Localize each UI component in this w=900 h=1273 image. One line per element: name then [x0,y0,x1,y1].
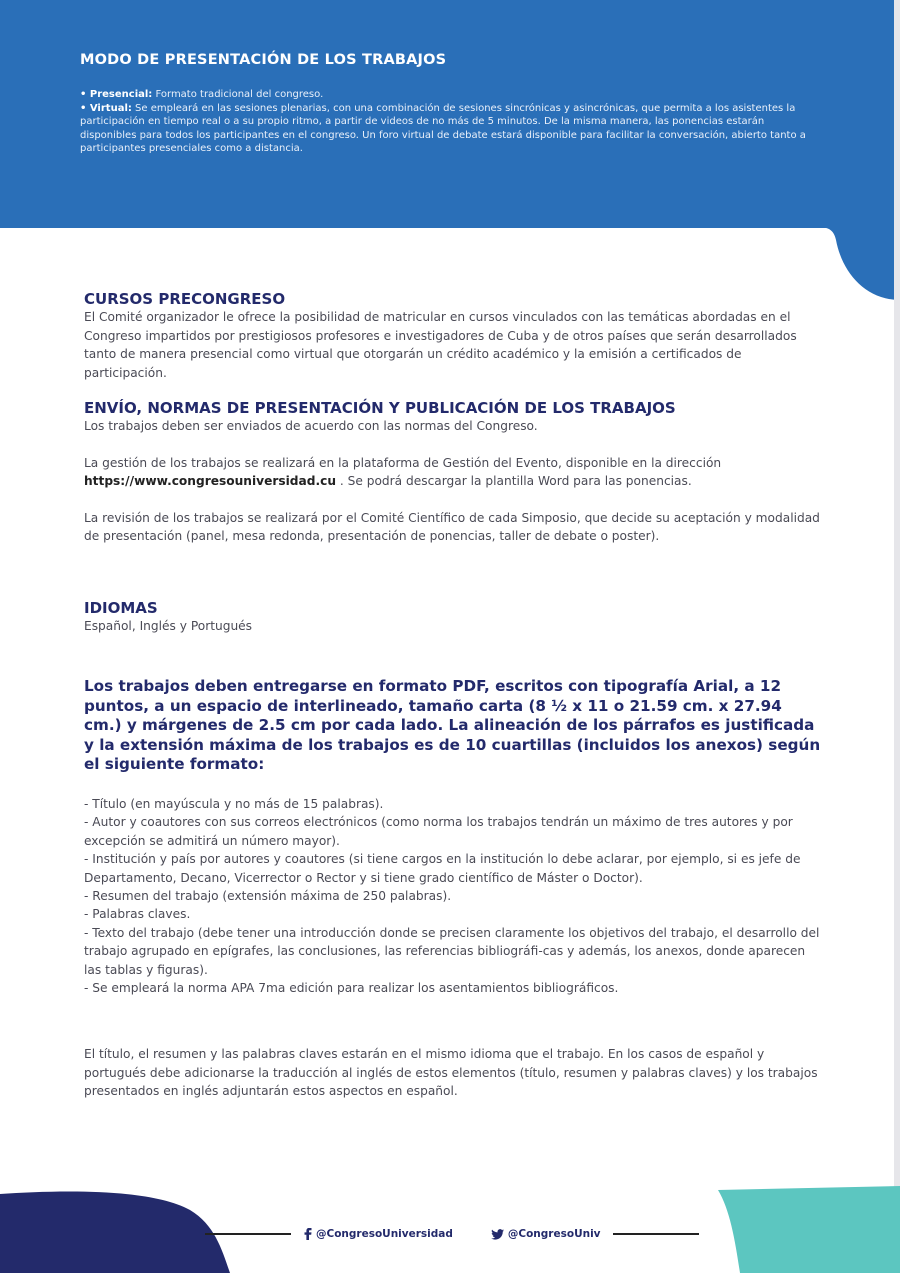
list-item: - Resumen del trabajo (extensión máxima de 250 palabras). [84,889,452,904]
header-title: MODO DE PRESENTACIÓN DE LOS TRABAJOS [80,52,447,68]
twitter-handle: @CongresoUniv [507,1228,601,1240]
footer-decoration [0,1180,900,1273]
list-item: - Palabras claves. [84,907,191,922]
list-item: - Se empleará la norma APA 7ma edición para realizar los asentamientos bibliográficos. [84,981,619,996]
section-idiomas [84,599,824,636]
envio-p2 [84,454,824,491]
virtual-text: Se empleará en las sesiones plenarias, con una combinación de sesiones sincrónicas y asincrónicas, que permita a los asistentes la participación en tiempo real o a su propio ritmo, a partir de videos de no más de 5 minutos. De la misma manera, las ponencias estarán disponibles para todos los participantes en el congreso. Un foro virtual de debate estará disponible para facilitar la conversación, abierto tanto a participantes presenciales como a distancia. [80,102,806,154]
page-edge [894,0,900,1273]
formato-intro: Los trabajos deben entregarse en formato PDF, escritos con tipografía Arial, a 12 puntos, a un espacio de interlineado, tamaño carta (8 ½ x 11 o 21.59 cm. x 27.94 cm.) y márgenes de 2.5 cm por cada lado. La alineación de los párrafos es justificada y la extensión máxima de los trabajos es de 10 cuartillas (incluidos los anexos) según el siguiente formato: [84,677,821,773]
section-cursos [84,290,824,382]
envio-p2-before: La gestión de los trabajos se realizará en la plataforma de Gestión del Evento, disponible en la dirección [84,455,722,470]
cursos-title: CURSOS PRECONGRESO [84,290,286,308]
presencial-line [80,88,820,102]
idiomas-title: IDIOMAS [84,599,158,617]
footer-divider-left [205,1233,291,1235]
formato-closing-block [84,1045,824,1101]
list-item: - Título (en mayúscula y no más de 15 palabras). [84,797,384,811]
list-item: - Texto del trabajo (debe tener una introducción donde se precisen claramente los objetivos del trabajo, el desarrollo del trabajo agrupado en epígrafes, las conclusiones, las referencias bibliográfi-cas y además, los anexos, donde aparecen las tablas y figuras). [84,925,820,977]
envio-p2-after: . Se podrá descargar la plantilla Word para las ponencias. [336,474,692,489]
formato-list [84,795,824,997]
envio-p3: La revisión de los trabajos se realizará por el Comité Científico de cada Simposio, que decide su aceptación y modalidad de presentación (panel, mesa redonda, presentación de ponencias, taller de debate o poster). [84,510,820,544]
envio-title: ENVÍO, NORMAS DE PRESENTACIÓN Y PUBLICACIÓN DE LOS TRABAJOS [84,399,676,417]
footer-divider-right [613,1233,699,1235]
formato-closing: El título, el resumen y las palabras claves estarán en el mismo idioma que el trabajo. En los casos de español y portugués debe adicionarse la traducción al inglés de estos elementos (título, resumen y palabras claves) y los trabajos presentados en inglés adjuntarán estos aspectos en español. [84,1047,818,1099]
twitter-link[interactable] [491,1228,601,1240]
list-item: - Autor y coautores con sus correos electrónicos (como norma los trabajos tendrán un máximo de tres autores y por excepción se admitirá un número mayor). [84,815,793,848]
presencial-label: • Presencial: [80,89,153,100]
virtual-line [80,102,820,156]
footer-social [205,1228,699,1240]
envio-p1: Los trabajos deben ser enviados de acuerdo con las normas del Congreso. [84,419,538,433]
section-envio [84,399,824,546]
idiomas-body: Español, Inglés y Portugués [84,619,253,633]
facebook-handle: @CongresoUniversidad [316,1228,453,1240]
header-content [80,52,820,156]
virtual-label: • Virtual: [80,102,132,114]
facebook-icon [303,1228,312,1240]
twitter-icon [491,1229,504,1240]
presencial-text: Formato tradicional del congreso. [152,89,324,100]
facebook-link[interactable] [303,1228,453,1240]
section-formato [84,677,824,775]
list-item: - Institución y país por autores y coautores (si tiene cargos en la institución lo debe aclarar, por ejemplo, si es jefe de Departamento, Decano, Vicerrector o Rector y si tiene grado científico de Máster o Doctor). [84,852,801,885]
cursos-body: El Comité organizador le ofrece la posibilidad de matricular en cursos vinculados con las temáticas abordadas en el Congreso impartidos por prestigiosos profesores e investigadores de Cuba y de otros países que serán desarrollados tanto de manera presencial como virtual que otorgarán un crédito académico y la emisión a certificados de participación. [84,310,797,380]
congress-link[interactable]: https://www.congresouniversidad.cu [84,474,336,489]
header-body [80,88,820,156]
